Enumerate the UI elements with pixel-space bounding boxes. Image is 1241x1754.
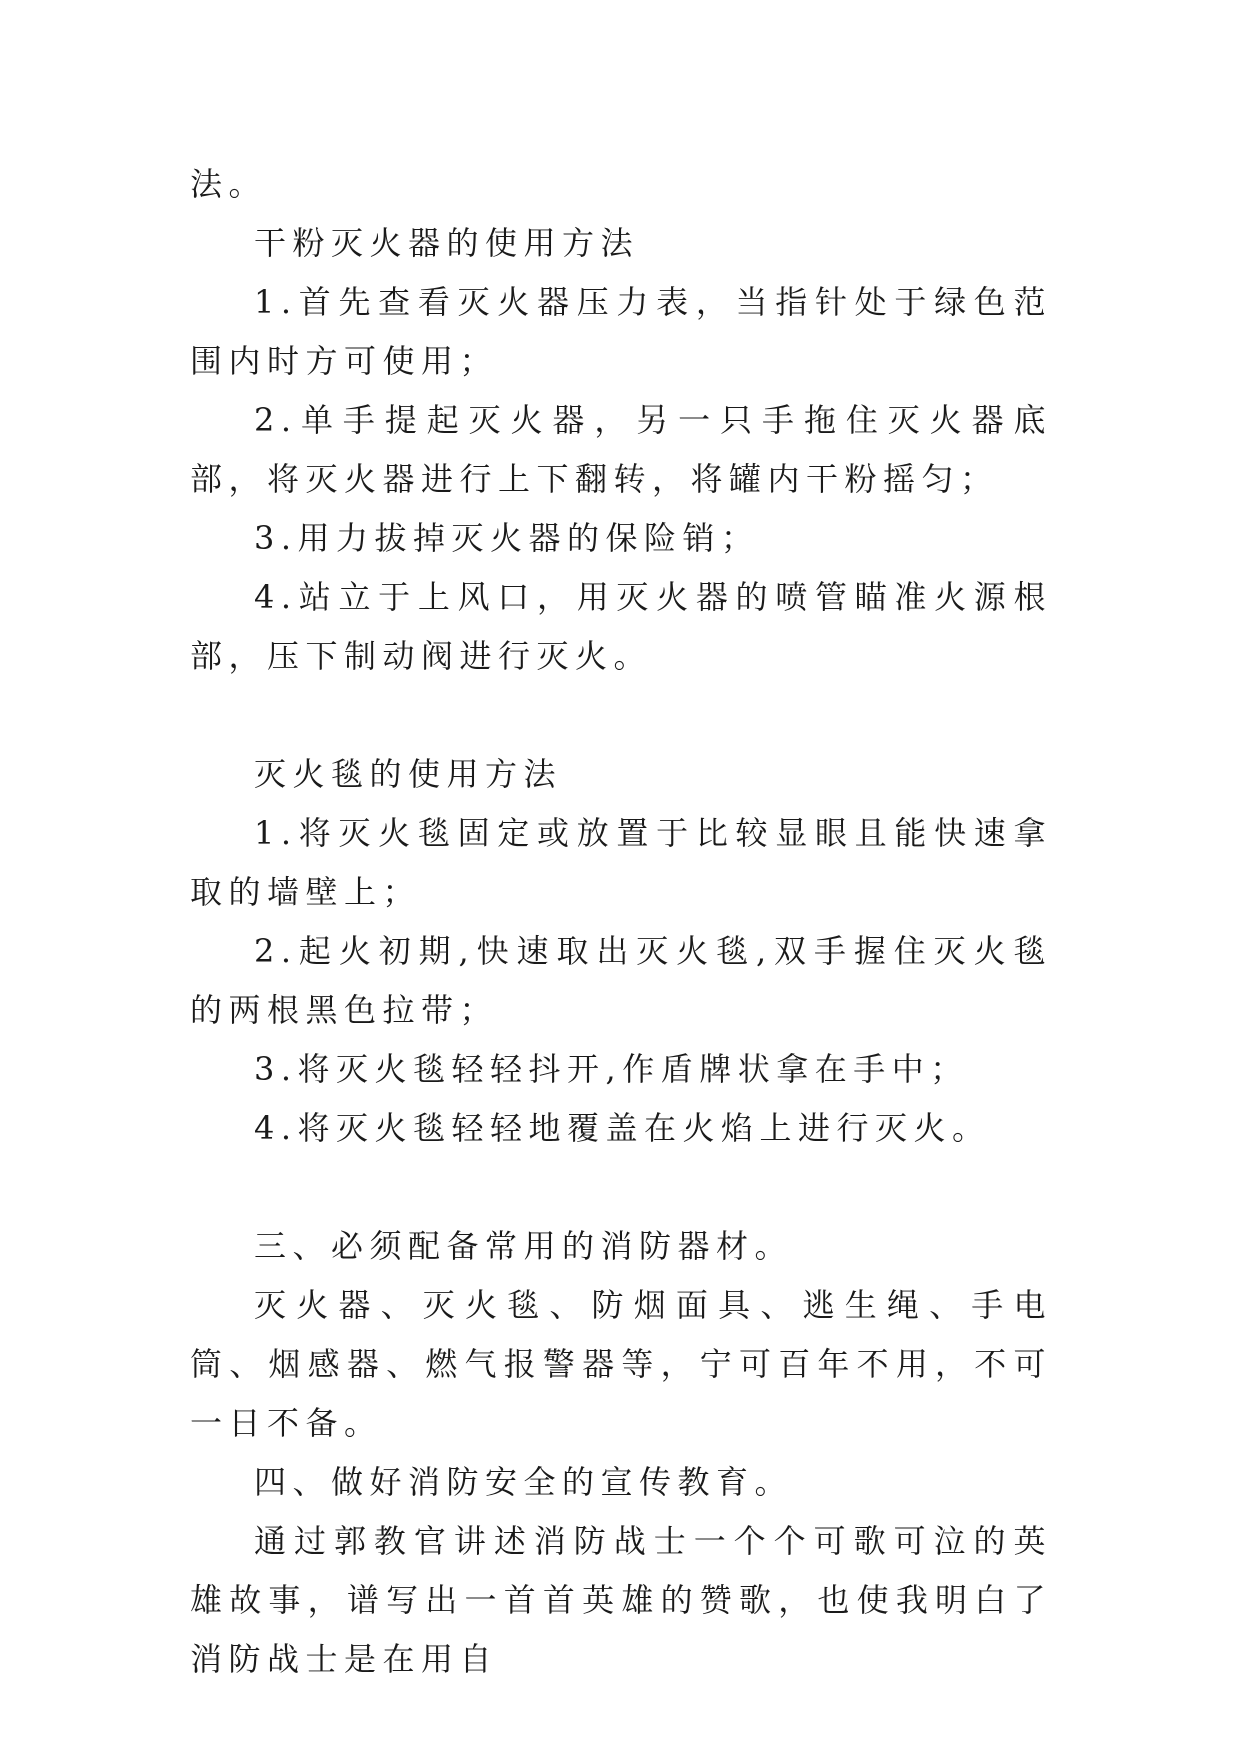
section-heading-fire-blanket: 灭火毯的使用方法 [254, 755, 563, 793]
list-item: 4.将灭火毯轻轻地覆盖在火焰上进行灭火。 [254, 1109, 991, 1147]
section-heading-education: 四、做好消防安全的宣传教育。 [254, 1463, 794, 1501]
document-page [190, 155, 1052, 1689]
section-heading-dry-powder: 干粉灭火器的使用方法 [254, 224, 640, 262]
section-heading-equipment: 三、必须配备常用的消防器材。 [254, 1227, 794, 1265]
paragraph-gap [190, 686, 1052, 745]
paragraph: 法。 [190, 165, 268, 203]
list-item: 3.用力拔掉灭火器的保险销； [254, 519, 760, 557]
list-item: 1.首先查看灭火器压力表，当指针处于绿色范围内时方可使用； [190, 283, 1052, 380]
list-item: 2.单手提起灭火器，另一只手拖住灭火器底部，将灭火器进行上下翻转，将罐内干粉摇匀； [190, 401, 1052, 498]
paragraph: 通过郭教官讲述消防战士一个个可歌可泣的英雄故事，谱写出一首首英雄的赞歌，也使我明白了消防战士是在用自 [190, 1522, 1052, 1678]
list-item: 4.站立于上风口，用灭火器的喷管瞄准火源根部，压下制动阀进行灭火。 [190, 578, 1052, 675]
list-item: 2.起火初期,快速取出灭火毯,双手握住灭火毯的两根黑色拉带； [190, 932, 1052, 1029]
list-item: 1.将灭火毯固定或放置于比较显眼且能快速拿取的墙壁上； [190, 814, 1052, 911]
paragraph: 灭火器、灭火毯、防烟面具、逃生绳、手电筒、烟感器、燃气报警器等，宁可百年不用，不可一日不备。 [190, 1286, 1052, 1442]
list-item: 3.将灭火毯轻轻抖开,作盾牌状拿在手中； [254, 1050, 969, 1088]
paragraph-gap [190, 1158, 1052, 1217]
